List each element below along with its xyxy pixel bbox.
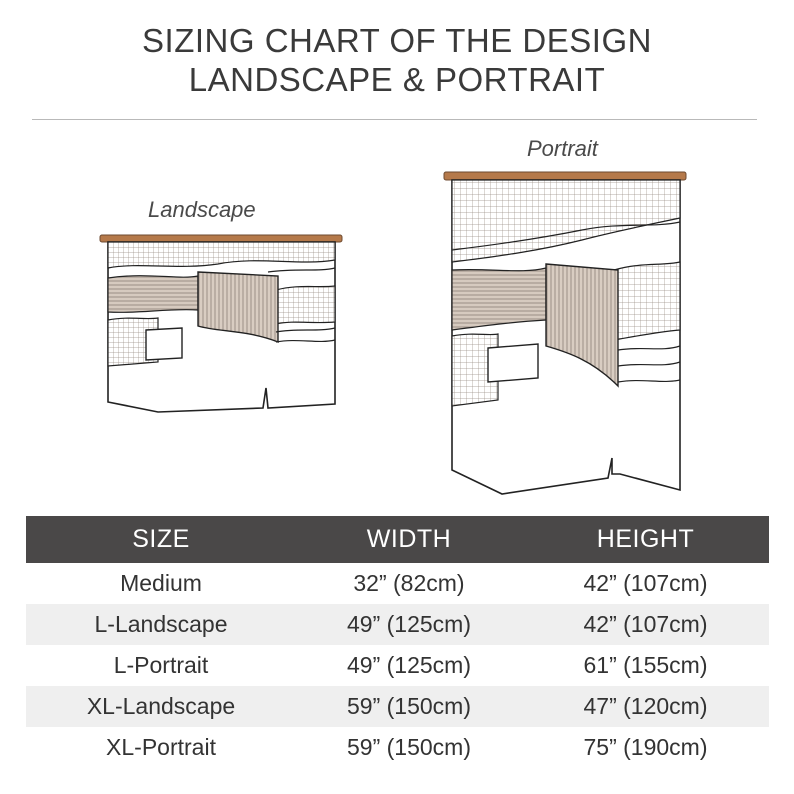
page-title-line-1: SIZING CHART OF THE DESIGN	[142, 22, 652, 59]
hanging-rod-icon	[100, 235, 342, 242]
width-cell: 59” (150cm)	[347, 734, 471, 760]
header-size: SIZE	[132, 525, 190, 553]
title-divider	[32, 119, 757, 120]
sizing-table	[26, 516, 769, 768]
portrait-tapestry-illustration	[442, 170, 688, 498]
size-cell: L-Portrait	[113, 652, 209, 678]
height-cell: 61” (155cm)	[583, 652, 708, 678]
table-row	[26, 727, 769, 768]
size-cell: XL-Landscape	[86, 693, 236, 719]
header-height: HEIGHT	[596, 525, 695, 553]
height-cell: 42” (107cm)	[583, 611, 708, 637]
height-cell: 47” (120cm)	[583, 693, 708, 719]
landscape-caption: Landscape	[148, 197, 256, 222]
height-cell: 42” (107cm)	[583, 570, 708, 596]
size-cell: L-Landscape	[94, 611, 228, 637]
width-cell: 49” (125cm)	[347, 652, 471, 678]
table-header	[26, 516, 769, 563]
size-cell: Medium	[120, 570, 202, 596]
height-cell: 75” (190cm)	[583, 734, 708, 760]
table-row	[26, 645, 769, 686]
table-row	[26, 604, 769, 645]
header-width: WIDTH	[366, 525, 452, 553]
width-cell: 32” (82cm)	[353, 570, 465, 596]
size-cell: XL-Portrait	[106, 734, 216, 760]
page-title-line-2: LANDSCAPE & PORTRAIT	[188, 61, 606, 98]
hanging-rod-icon	[444, 172, 686, 180]
table-row	[26, 563, 769, 604]
width-cell: 59” (150cm)	[347, 693, 471, 719]
width-cell: 49” (125cm)	[347, 611, 471, 637]
table-row	[26, 686, 769, 727]
portrait-caption: Portrait	[527, 136, 598, 161]
landscape-tapestry-illustration	[98, 232, 344, 414]
